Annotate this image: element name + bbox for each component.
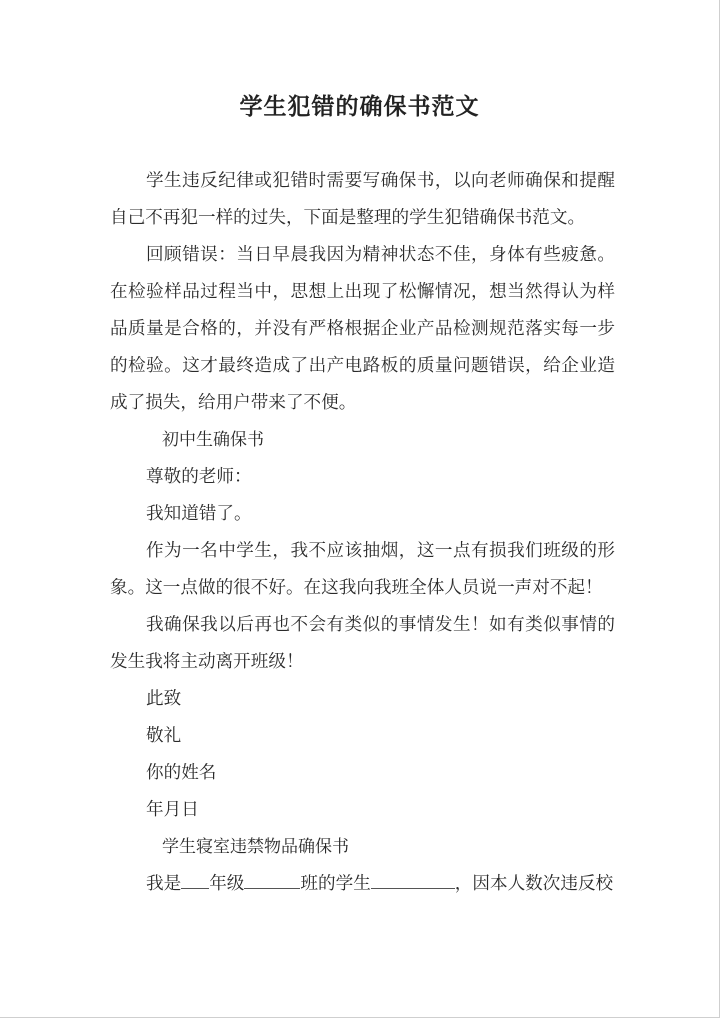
pledge-paragraph-2: 我确保我以后再也不会有类似的事情发生！如有类似事情的发生我将主动离开班级！ <box>110 615 615 672</box>
section-heading-dorm: 学生寝室违禁物品确保书 <box>162 837 349 857</box>
pledge-paragraph-1: 作为一名中学生，我不应该抽烟，这一点有损我们班级的形象。这一点做的很不好。在这我向我班全体人员说一声对不起！ <box>110 541 615 598</box>
admission-line: 我知道错了。 <box>146 504 252 524</box>
blank-name <box>371 866 455 889</box>
closing-line-1: 此致 <box>146 689 182 709</box>
document-title: 学生犯错的确保书范文 <box>239 93 480 120</box>
blank-class <box>244 866 300 889</box>
fill-text-1: 我是 <box>146 874 182 894</box>
date-line: 年月日 <box>146 800 199 820</box>
fill-text-3: 班的学生 <box>300 874 371 894</box>
closing-line-2: 敬礼 <box>146 726 182 746</box>
salutation: 尊敬的老师： <box>146 467 252 487</box>
review-paragraph: 回顾错误：当日早晨我因为精神状态不佳，身体有些疲惫。在检验样品过程当中，思想上出现了松懈情况，想当然得认为样品质量是合格的，并没有严格根据企业产品检测规范落实每一步的检验。这才最终造成了出产电路板的质量问题错误，给企业造成了损失，给用户带来了不便。 <box>110 245 615 413</box>
intro-paragraph: 学生违反纪律或犯错时需要写确保书，以向老师确保和提醒自己不再犯一样的过失，下面是整理的学生犯错确保书范文。 <box>110 171 615 228</box>
blank-grade <box>181 866 209 889</box>
fill-text-2: 年级 <box>209 874 245 894</box>
section-heading-junior-high: 初中生确保书 <box>162 430 264 450</box>
fill-in-line <box>110 866 615 903</box>
document-body <box>110 163 615 903</box>
fill-text-4: ，因本人数次违反校 <box>454 874 614 894</box>
signature-line: 你的姓名 <box>146 763 217 783</box>
